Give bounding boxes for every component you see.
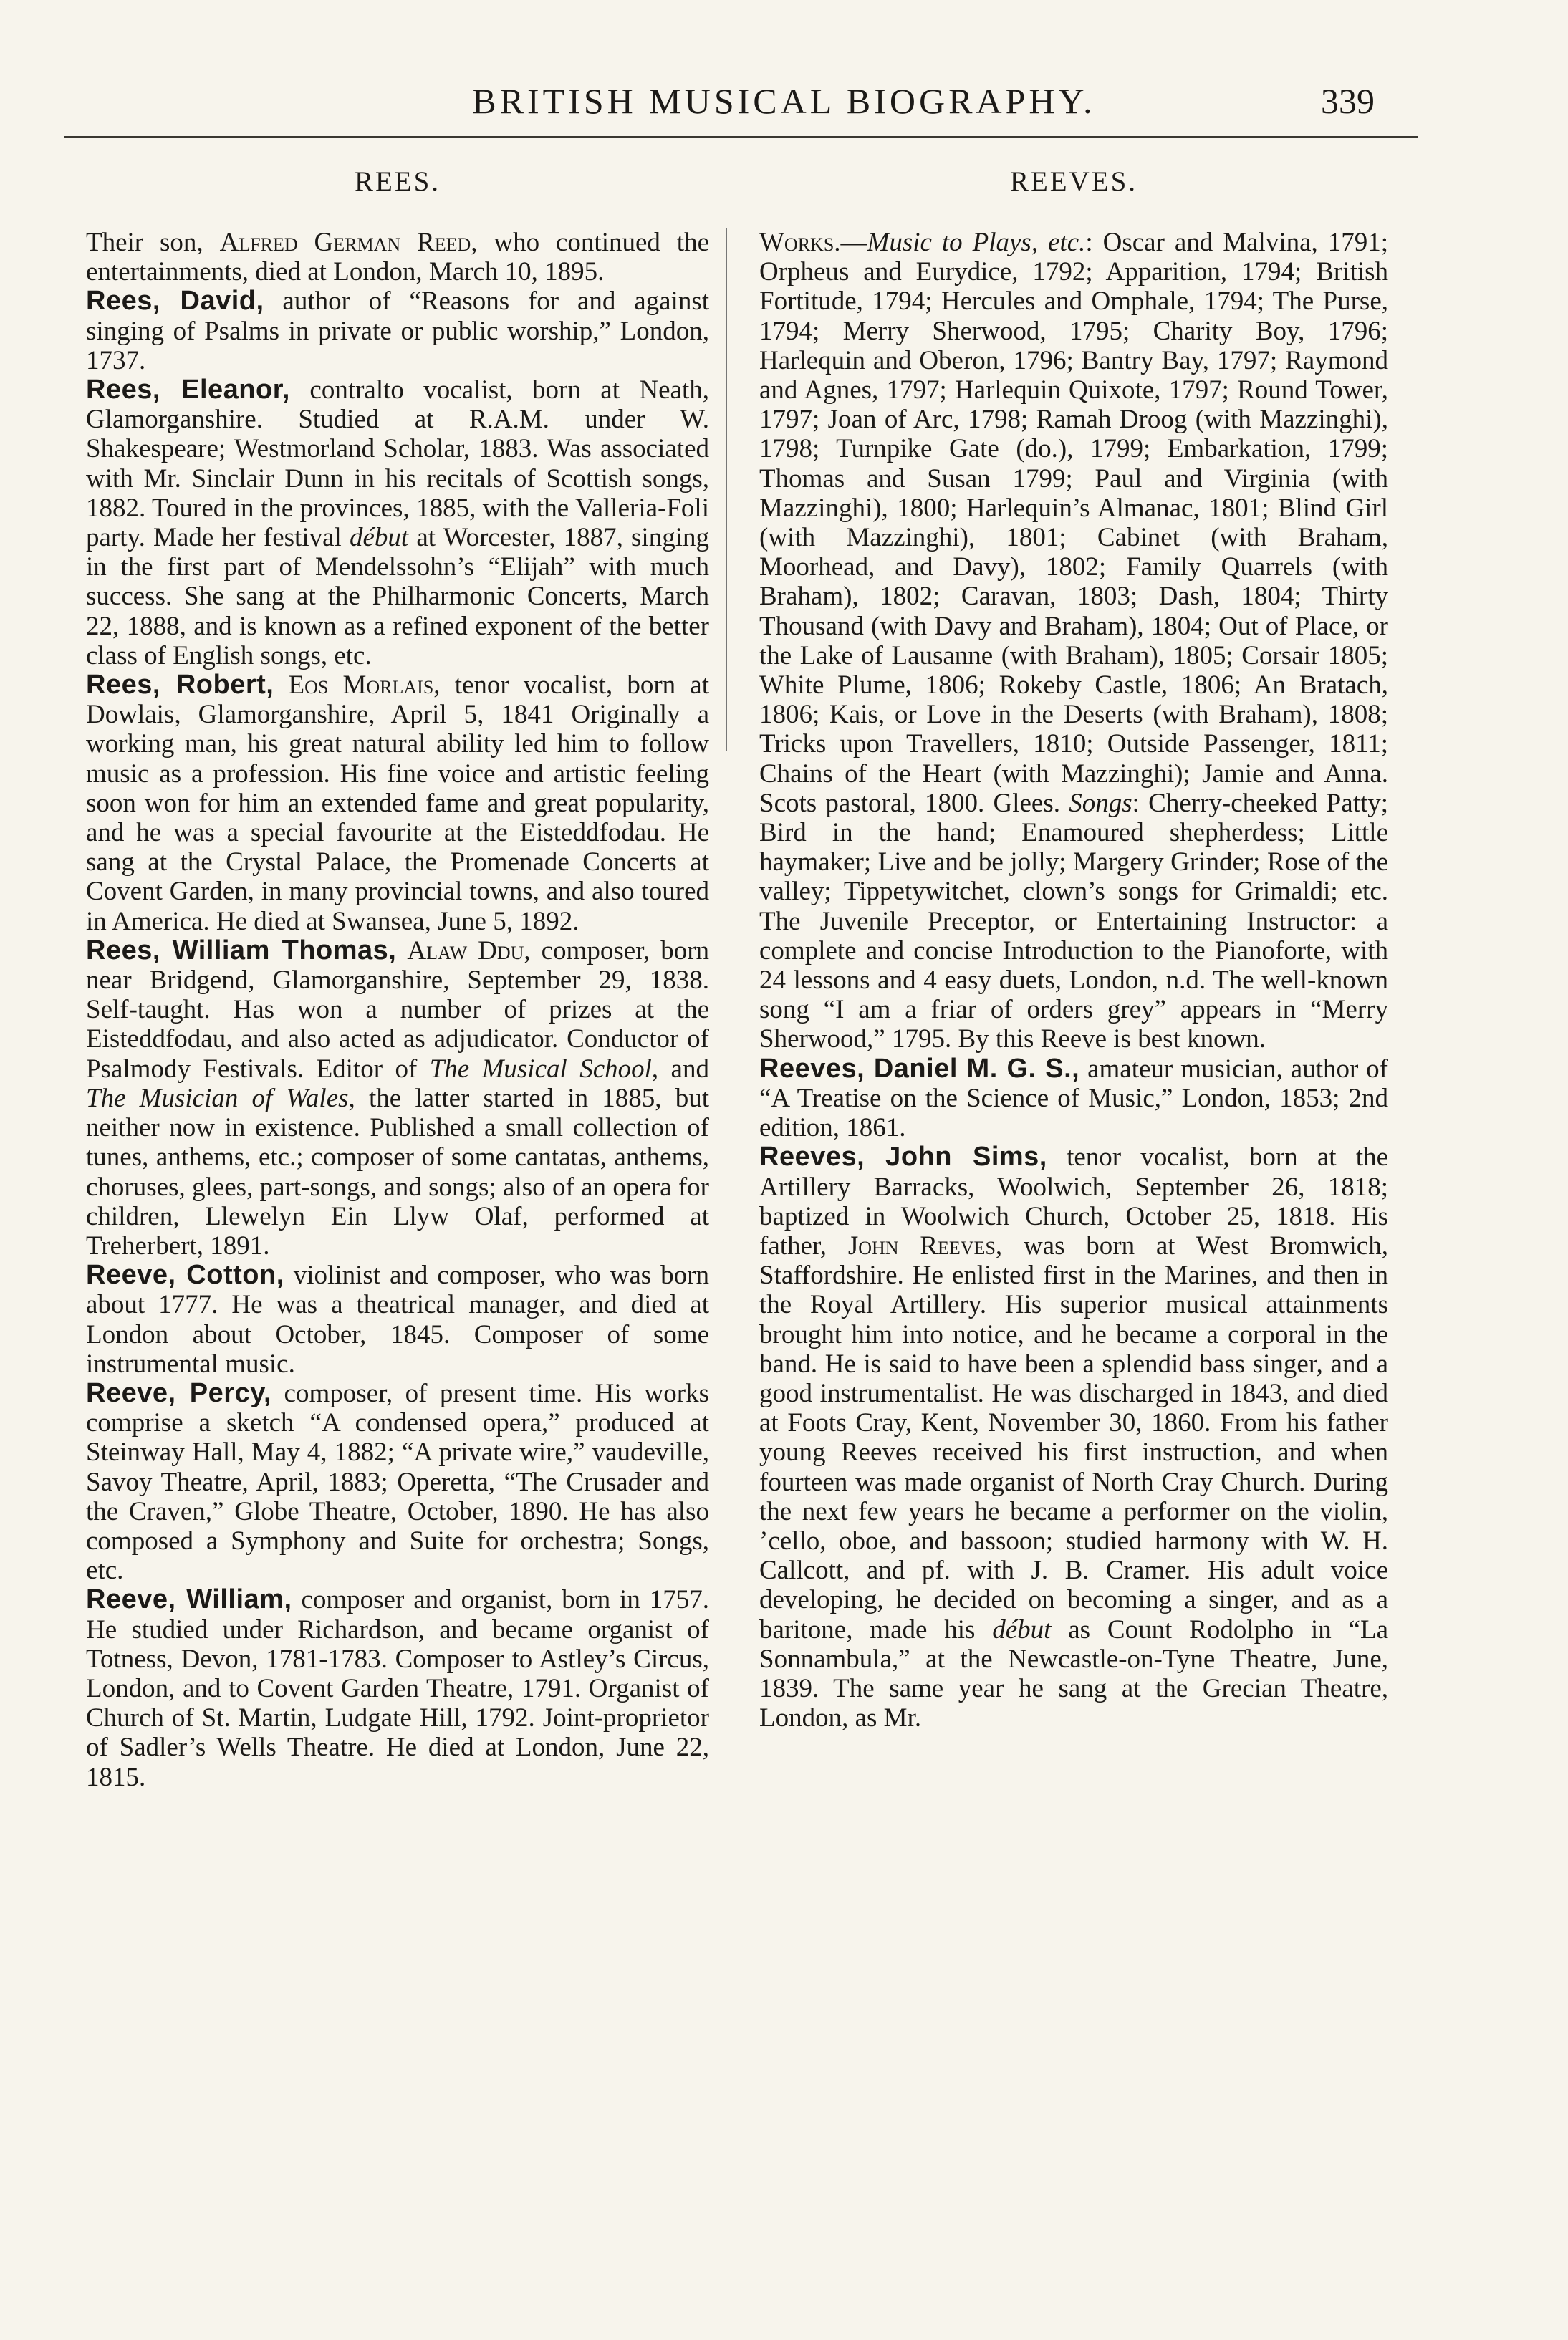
biography-entry (86, 1379, 709, 1585)
entry-body: author of “Reasons for and against singing of Psalms in private or public worship,” London, 1737. (86, 287, 709, 375)
biography-entry (86, 936, 709, 1261)
entry-body: composer and organist, born in 1757. He studied under Richardson, and became organist of Totness, Devon, 1781-1783. Composer to Astley’s Circus, London, and to Covent Garden Theatre, 1791. Organist of Church of St. Martin, Ludgate Hill, 1792. Joint-proprietor of Sadler’s Wells Theatre. He died at London, June 22, 1815. (86, 1585, 709, 1792)
entry-body: composer, of present time. His works comprise a sketch “A condensed opera,” produced at Steinway Hall, May 4, 1882; “A private wire,” vaudeville, Savoy Theatre, April, 1883; Operetta, “The Crusader and the Craven,” Globe Theatre, October, 1890. He has also composed a Symphony and Suite for orchestra; Songs, etc. (86, 1378, 709, 1586)
entry-body: violinist and composer, who was born about 1777. He was a theatrical manager, and died at London about October, 1845. Composer of some instrumental music. (86, 1261, 709, 1379)
entry-headword: Reeves, John Sims, (759, 1142, 1047, 1173)
running-head: BRITISH MUSICAL BIOGRAPHY. (472, 81, 1096, 121)
right-column (759, 166, 1388, 1733)
biography-entry (86, 375, 709, 670)
left-column (86, 166, 709, 1792)
entry-body: Alaw Ddu, composer, born near Bridgend, Glamorganshire, September 29, 1838. Self-taught. Has won a number of prizes at the Eisteddfodau, and also acted as adjudicator. Conductor of Psalmody Festivals. Editor of The Musical School, and The Musician of Wales, the latter started in 1885, but neither now in existence. Published a small collection of tunes, anthems, etc.; composer of some cantatas, anthems, choruses, glees, part-songs, and songs; also of an opera for children, Llewelyn Ein Llyw Olaf, performed at Treherbert, 1891. (86, 935, 710, 1261)
biography-entry (86, 1261, 709, 1379)
entry-body: Their son, Alfred German Reed, who continued the entertainments, died at London, March 10, 1895. (86, 228, 709, 287)
entry-headword: Reeve, Cotton, (86, 1260, 284, 1291)
entry-body: Eos Morlais, tenor vocalist, born at Dowlais, Glamorganshire, April 5, 1841 Originally a working man, his great natural ability led him to follow music as a profession. His fine voice and artistic feeling soon won for him an extended fame and great popularity, and he was a special favourite at the Eisteddfodau. He sang at the Crystal Palace, the Promenade Concerts at Covent Garden, in many provincial towns, and also toured in America. He died at Swansea, June 5, 1892. (86, 670, 709, 936)
entry-headword: Rees, Robert, (86, 670, 274, 700)
entry-body: Works.—Music to Plays, etc.: Oscar and Malvina, 1791; Orpheus and Eurydice, 1792; Apparition, 1794; British Fortitude, 1794; Hercules and Omphale, 1794; The Purse, 1794; Merry Sherwood, 1795; Charity Boy, 1796; Harlequin and Oberon, 1796; Bantry Bay, 1797; Raymond and Agnes, 1797; Harlequin Quixote, 1797; Round Tower, 1797; Joan of Arc, 1798; Ramah Droog (with Mazzinghi), 1798; Turnpike Gate (do.), 1799; Embarkation, 1799; Thomas and Susan 1799; Paul and Virginia (with Mazzinghi), 1800; Harlequin’s Almanac, 1801; Blind Girl (with Mazzinghi), 1801; Cabinet (with Braham, Moorhead, and Davy), 1802; Family Quarrels (with Braham), 1802; Caravan, 1803; Dash, 1804; Thirty Thousand (with Davy and Braham), 1804; Out of Place, or the Lake of Lausanne (with Braham), 1805; Corsair 1805; White Plume, 1806; Rokeby Castle, 1806; An Bratach, 1806; Kais, or Love in the Deserts (with Braham), 1808; Tricks upon Travellers, 1810; Outside Passenger, 1811; Chains of the Heart (with Mazzinghi); Jamie and Anna. Scots pastoral, 1800. Glees. Songs: Cherry-cheeked Patty; Bird in the hand; Enamoured shepherdess; Little haymaker; Live and be jolly; Margery Grinder; Rose of the valley; Tippetywitchet, clown’s songs for Grimaldi; etc. The Juvenile Preceptor, or Entertaining Instructor: a complete and concise Introduction to the Pianoforte, with 24 lessons and 4 easy duets, London, n.d. The well-known song “I am a friar of orders grey” appears in “Merry Sherwood,” 1795. By this Reeve is best known. (759, 228, 1389, 1054)
biography-entry (86, 1585, 709, 1791)
entry-body: contralto vocalist, born at Neath, Glamorganshire. Studied at R.A.M. under W. Shakespeare; Westmorland Scholar, 1883. Was associated with Mr. Sinclair Dunn in his recitals of Scottish songs, 1882. Toured in the provinces, 1885, with the Valleria-Foli party. Made her festival début at Worcester, 1887, singing in the first part of Mendelssohn’s “Elijah” with much success. She sang at the Philharmonic Concerts, March 22, 1888, and is known as a refined exponent of the better class of English songs, etc. (86, 375, 709, 670)
entry-headword: Rees, William Thomas, (86, 935, 397, 966)
entry-headword: Rees, Eleanor, (86, 375, 290, 405)
entry-headword: Reeve, Percy, (86, 1377, 272, 1408)
biography-entry (759, 1142, 1388, 1733)
biography-entry (86, 670, 709, 936)
entry-body: tenor vocalist, born at the Artillery Barracks, Woolwich, September 26, 1818; baptized in Woolwich Church, October 25, 1818. His father, John Reeves, was born at West Bromwich, Staffordshire. He enlisted first in the Marines, and then in the Royal Artillery. His superior musical attainments brought him into notice, and he became a corporal in the band. He is said to have been a splendid bass singer, and a good instrumentalist. He was discharged in 1843, and died at Foots Cray, Kent, November 30, 1860. From his father young Reeves received his first instruction, and when fourteen was made organist of North Cray Church. During the next few years he became a performer on the violin, ’cello, oboe, and bassoon; studied harmony with W. H. Callcott, and pf. with J. B. Cramer. His adult voice developing, he decided on becoming a singer, and as a baritone, made his début as Count Rodolpho in “La Sonnambula,” at the Newcastle-on-Tyne Theatre, June, 1839. The same year he sang at the Grecian Theatre, London, as Mr. (759, 1142, 1388, 1733)
right-entries (759, 228, 1388, 1733)
column-divider (726, 228, 727, 751)
entry-body: amateur musician, author of “A Treatise on the Science of Music,” London, 1853; 2nd edition, 1861. (759, 1054, 1389, 1143)
entry-headword: Rees, David, (86, 286, 264, 317)
entry-headword: Reeve, William, (86, 1584, 292, 1615)
biography-entry (86, 228, 709, 287)
page-number: 339 (1321, 81, 1375, 121)
right-column-heading: REEVES. (1009, 166, 1138, 197)
left-entries (86, 228, 709, 1792)
biography-entry (86, 287, 709, 375)
entry-headword: Reeves, Daniel M. G. S., (759, 1053, 1080, 1084)
left-column-heading: REES. (354, 166, 441, 197)
biography-entry (759, 228, 1388, 1054)
header-rule (64, 136, 1418, 138)
biography-entry (759, 1054, 1388, 1143)
